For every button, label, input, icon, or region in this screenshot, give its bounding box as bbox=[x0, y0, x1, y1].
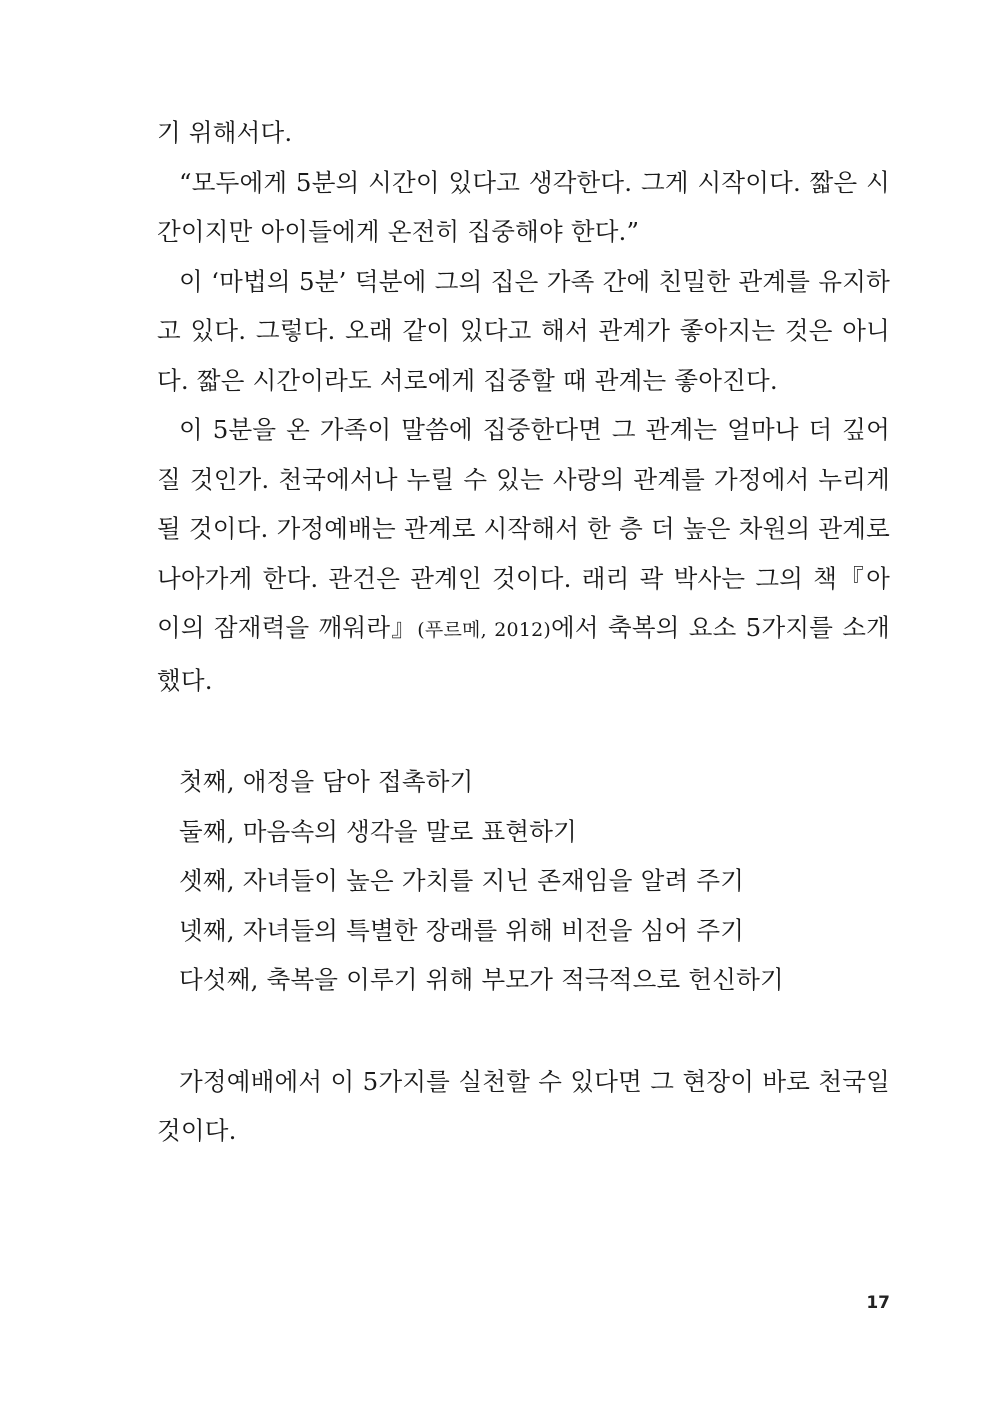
list-item: 다섯째, 축복을 이루기 위해 부모가 적극적으로 헌신하기 bbox=[179, 965, 784, 994]
list-item: 둘째, 마음속의 생각을 말로 표현하기 bbox=[179, 816, 577, 846]
paragraph-magic-five-minutes: 이 ‘마법의 5분’ 덕분에 그의 집은 가족 간에 친밀한 관계를 유지하고 있다. 그렇다. 오래 같이 있다고 해서 관계가 좋아지는 것은 아니다. 짧은 시간이라도 서로에게 집중할 때 관계는 좋아진다. bbox=[157, 266, 890, 395]
blessing-list bbox=[157, 757, 890, 1005]
list-item: 셋째, 자녀들이 높은 가치를 지닌 존재임을 알려 주기 bbox=[179, 866, 745, 895]
paragraph-closing: 가정예배에서 이 5가지를 실천할 수 있다면 그 현장이 바로 천국일 것이다. bbox=[157, 1066, 890, 1145]
book-citation: (푸르메, 2012) bbox=[417, 619, 552, 641]
page-number: 17 bbox=[866, 1293, 890, 1313]
page-body bbox=[157, 108, 890, 1156]
paragraph-quote: “모두에게 5분의 시간이 있다고 생각한다. 그게 시작이다. 짧은 시간이지만 아이들에게 온전히 집중해야 한다.” bbox=[157, 167, 890, 246]
paragraph-family-worship-text: 이 5분을 온 가족이 말씀에 집중한다면 그 관계는 얼마나 더 깊어질 것인가. 천국에서나 누릴 수 있는 사랑의 관계를 가정에서 누리게 될 것이다. 가정예배는 관계로 시작해서 한 층 더 높은 차원의 관계로 나아가게 한다. 관건은 관계인 것이다. 래리 곽 박사는 그의 책『아이의 잠재력을 깨워라』 bbox=[157, 415, 890, 642]
paragraph-family-worship bbox=[157, 405, 890, 705]
list-item: 넷째, 자녀들의 특별한 장래를 위해 비전을 심어 주기 bbox=[179, 915, 745, 945]
paragraph-family-worship-end: 에서 축복의 요소 5가지를 소개했다. bbox=[157, 613, 890, 695]
paragraph-continuation: 기 위해서다. bbox=[157, 118, 293, 147]
list-item: 첫째, 애정을 담아 접촉하기 bbox=[179, 767, 474, 796]
